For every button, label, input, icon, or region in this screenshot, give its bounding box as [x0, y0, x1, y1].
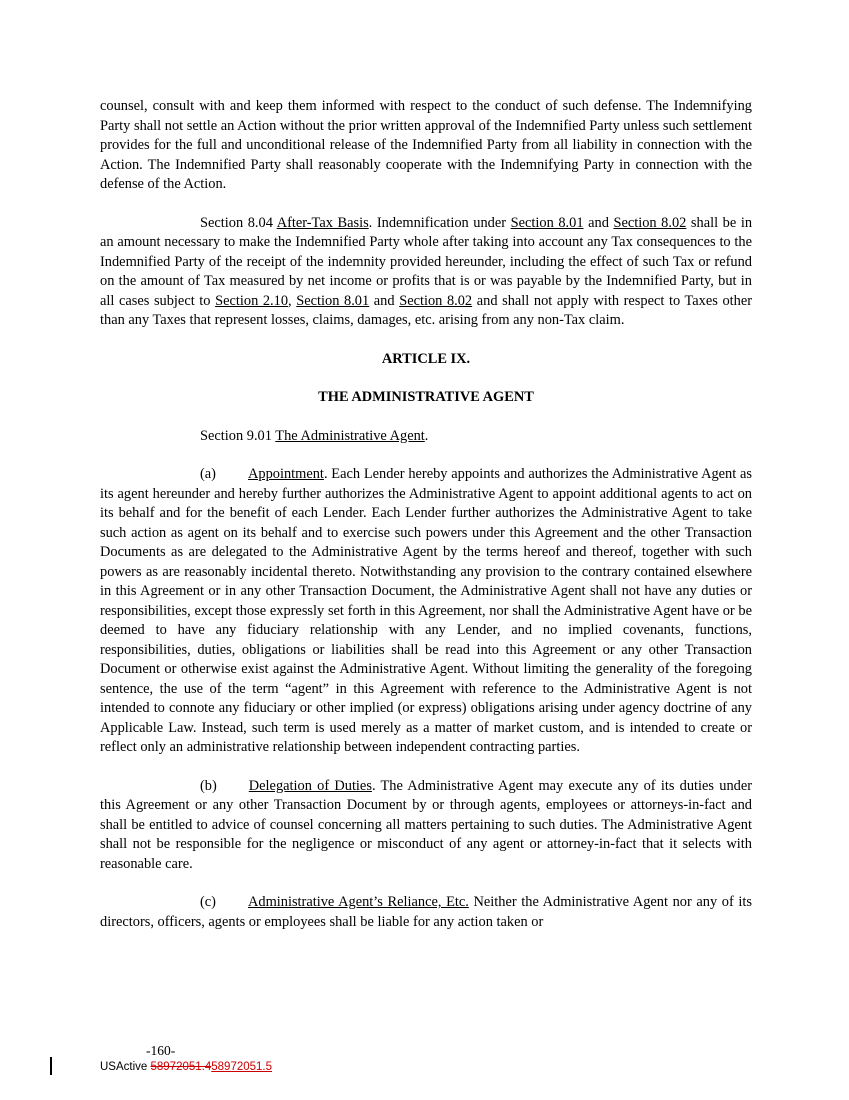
doc-stamp	[100, 1061, 272, 1073]
defined-heading: The Administrative Agent	[275, 427, 425, 444]
text-segment: ARTICLE IX.	[381, 350, 471, 367]
text-segment: and	[369, 292, 400, 309]
defined-heading: Appointment	[247, 466, 324, 482]
paragraph	[100, 97, 752, 195]
text-segment: ,	[288, 292, 297, 309]
section-ref: Section 8.01	[510, 214, 584, 231]
text-segment: Section 9.01	[200, 427, 276, 444]
text-segment: counsel, consult with and keep them informed with respect to the conduct of such defense. The Indemnifying Party shall not settle an Action without the prior written approval of the Indemnified Party unless such settlement provides for the full and unconditional release of the Indemnified Party from all liability in connection with the Action. The Indemnified Party shall reasonably cooperate with the Indemnifying Party in connection with the defense of the Action.	[100, 98, 752, 192]
paragraph	[100, 214, 752, 331]
doc-stamp-deleted: 58972051.4	[150, 1061, 212, 1073]
text-segment: shall be in an amount necessary to make the Indemnified Party whole after taking into account any Tax consequences to the Indemnified Party of the receipt of the indemnity provided hereunder, including the effect of such Tax or refund on the amount of Tax measured by net income or profits that is or was payable by the Indemnified Party, but in all cases subject to	[100, 214, 753, 309]
text-segment: THE ADMINISTRATIVE AGENT	[318, 389, 534, 405]
change-bar	[50, 1057, 52, 1075]
section-ref: Section 8.02	[399, 292, 473, 309]
paragraph	[100, 893, 752, 932]
text-segment: (c)	[200, 894, 216, 910]
heading	[100, 388, 752, 408]
text-segment: (b)	[200, 777, 217, 794]
text-segment: . Each Lender hereby appoints and authorizes the Administrative Agent as its agent hereunder and hereby further authorizes the Administrative Agent to appoint additional agents to act on its behalf and for the benefit of each Lender. Each Lender further authorizes the Administrative Agent to take such action as agent on its behalf and to exercise such powers under this Agreement and the other Transaction Documents as are delegated to the Administrative Agent by the terms hereof and thereof, together with such powers as are reasonably incidental thereto. Notwithstanding any provision to the contrary contained elsewhere in this Agreement or in any other Transaction Document, the Administrative Agent shall not have any duties or responsibilities, except those expressly set forth in this Agreement, nor shall the Administrative Agent have or be deemed to have any fiduciary relationship with any Lender, and no implied covenants, functions, responsibilities, duties, obligations or liabilities shall be read into this Agreement or any other Transaction Document or otherwise exist against the Administrative Agent. Without limiting the generality of the foregoing sentence, the use of the term “agent” in this Agreement with reference to the Administrative Agent is not intended to connote any fiduciary or other implied (or express) obligations arising under agency doctrine of any Applicable Law. Instead, such term is used merely as a matter of market custom, and is intended to create or reflect only an administrative relationship between independent contracting parties.	[100, 466, 752, 755]
section-ref: Section 2.10	[215, 292, 289, 309]
text-segment: .	[424, 427, 429, 444]
text-segment: (a)	[200, 466, 216, 482]
text-segment: . Indemnification under	[368, 214, 511, 231]
paragraph	[100, 465, 752, 758]
text-segment: . The Administrative Agent may execute any of its duties under this Agreement or any other Transaction Document by or through agents, employees or attorneys-in-fact and shall be entitled to advice of counsel concerning all matters pertaining to such duties. The Administrative Agent shall not be responsible for the negligence or misconduct of any agent or attorney-in-fact that it selects with reasonable care.	[100, 777, 753, 872]
text-segment: and	[583, 214, 614, 231]
section-ref: Section 8.02	[613, 214, 687, 231]
text-segment: Section 8.04	[200, 214, 277, 231]
defined-heading: After-Tax Basis	[276, 214, 369, 231]
defined-heading: Delegation of Duties	[248, 777, 372, 794]
heading	[100, 350, 752, 370]
doc-stamp-inserted: 58972051.5	[211, 1061, 273, 1073]
section-ref: Section 8.01	[296, 292, 370, 309]
paragraph	[100, 777, 752, 875]
doc-stamp-prefix: USActive	[100, 1061, 151, 1073]
text-segment: and shall not apply with respect to Taxes other than any Taxes that represent losses, claims, damages, etc. arising from any non-Tax claim.	[100, 292, 753, 328]
paragraph	[100, 427, 752, 447]
defined-heading: Administrative Agent’s Reliance, Etc.	[247, 894, 469, 910]
text-segment: Neither the Administrative Agent nor any of its directors, officers, agents or employees shall be liable for any action taken or	[100, 894, 752, 930]
page-number: -160-	[146, 1043, 176, 1058]
document-body	[100, 97, 752, 951]
